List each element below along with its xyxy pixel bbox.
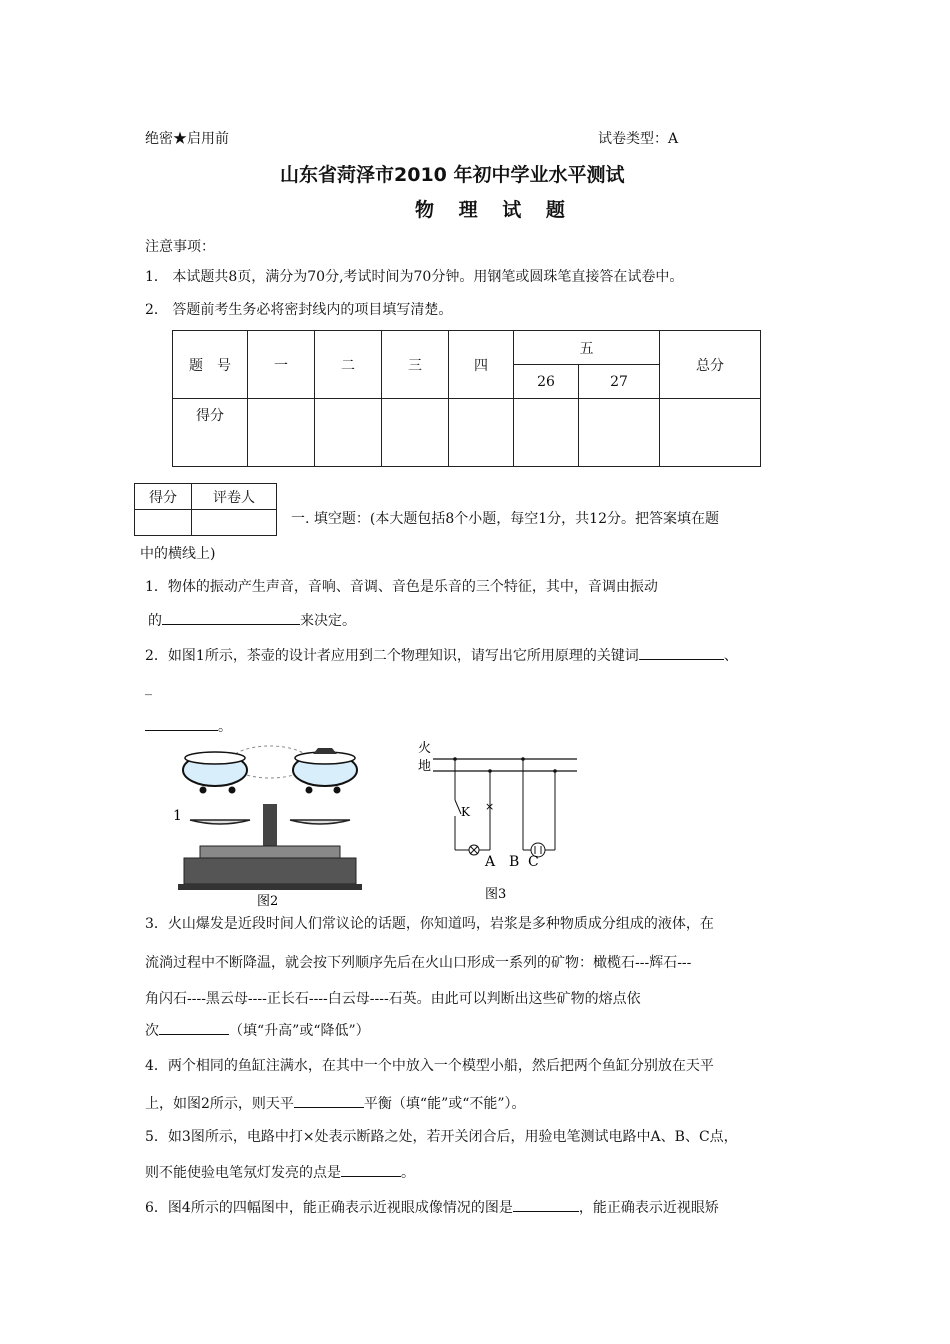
q4-answer-blank[interactable] <box>294 1093 364 1108</box>
q4-text-b: 平衡（填“能”或“不能”）。 <box>363 1096 526 1112</box>
page-title: 山东省菏泽市2010 年初中学业水平测试 <box>280 164 625 186</box>
score-table-col-5: 五 <box>514 331 660 365</box>
q2-text: 2．如图1所示，茶壶的设计者应用到二个物理知识，请写出它所用原理的关键词 <box>145 648 639 664</box>
q2-dash: _ <box>145 680 152 696</box>
figure-3-circuit <box>415 738 585 903</box>
fish-tank-left-rim <box>185 752 245 764</box>
ground-wire-label: 地 <box>418 759 432 774</box>
section-heading-cont: 中的横线上) <box>140 546 216 562</box>
score-table-col-1: 一 <box>248 331 315 399</box>
q2-answer-blank-2[interactable] <box>145 716 218 731</box>
score-cell[interactable] <box>315 399 382 467</box>
score-table-row-label: 题 号 <box>173 331 248 399</box>
model-boat-icon <box>313 748 337 754</box>
balance-foot <box>178 884 362 890</box>
q2-end: 。 <box>218 719 232 735</box>
q6-text-a: 6．图4所示的四幅图中，能正确表示近视眼成像情况的图是 <box>145 1200 513 1216</box>
grader-score-cell[interactable] <box>135 510 192 536</box>
q1-answer-blank[interactable] <box>162 610 300 625</box>
q5-text-b: 。 <box>401 1165 415 1181</box>
q4-text-a: 上，如图2所示，则天平 <box>145 1096 294 1112</box>
figure-2-balance <box>170 742 370 907</box>
grader-name-cell[interactable] <box>192 510 277 536</box>
figure-2-caption: 图2 <box>257 894 279 907</box>
balance-pan-right <box>290 820 350 824</box>
paper-type: 试卷类型：A <box>598 131 679 147</box>
q5-answer-blank[interactable] <box>341 1162 401 1177</box>
q5-text-a: 则不能使验电笔氖灯发亮的点是 <box>145 1165 341 1181</box>
notes-heading: 注意事项： <box>145 239 215 255</box>
balance-pan-left <box>190 820 250 824</box>
balance-beam <box>200 846 340 858</box>
live-wire-label: 火 <box>418 741 432 756</box>
score-cell[interactable] <box>514 399 579 467</box>
q3-text-b: （填“升高”或“降低”） <box>229 1023 370 1039</box>
q2-sep: 、 <box>723 648 738 664</box>
fig1-mark: 1 <box>173 808 182 824</box>
point-c: C <box>528 854 539 870</box>
grader-score-label: 得分 <box>135 484 192 510</box>
score-table-col-27: 27 <box>579 365 660 399</box>
point-b: B <box>509 854 520 870</box>
q5-line1: 5．如3图所示，电路中打×处表示断路之处，若开关闭合后，用验电笔测试电路中A、B、C点， <box>145 1129 738 1145</box>
score-table-col-4: 四 <box>449 331 514 399</box>
q3-line3: 角闪石----黑云母----正长石----白云母----石英。由此可以判断出这些矿物的熔点依 <box>145 991 641 1007</box>
point-a: A <box>485 854 496 870</box>
grader-name-label: 评卷人 <box>192 484 277 510</box>
q1-text-a: 的 <box>148 613 162 629</box>
q6-text-b: ，能正确表示近视眼矫 <box>578 1200 719 1216</box>
score-table-total: 总分 <box>660 331 761 399</box>
score-table-col-3: 三 <box>382 331 449 399</box>
q3-text-a: 次 <box>145 1023 159 1039</box>
confidential-mark: 绝密★启用前 <box>145 131 229 147</box>
q3-answer-blank[interactable] <box>159 1020 229 1035</box>
q1-line2 <box>148 610 356 630</box>
switch-label: K <box>461 805 470 819</box>
q2-answer-blank-1[interactable] <box>639 645 724 660</box>
q5-line2 <box>145 1162 415 1182</box>
grader-table <box>134 483 277 536</box>
q2-line3 <box>145 716 232 736</box>
q3-line1: 3．火山爆发是近段时间人们常议论的话题，你知道吗，岩浆是多种物质成分组成的液体，在 <box>145 916 714 932</box>
q3-line2: 流淌过程中不断降温，就会按下列顺序先后在火山口形成一系列的矿物：橄榄石---辉石--- <box>145 955 692 971</box>
note-item-1: 1． 本试题共8页，满分为70分,考试时间为70分钟。用钢笔或圆珠笔直接答在试卷中。 <box>145 269 684 285</box>
figure-3-caption: 图3 <box>485 887 507 902</box>
score-cell[interactable] <box>579 399 660 467</box>
q1-text-b: 来决定。 <box>300 613 356 629</box>
break-mark-icon: × <box>485 800 495 813</box>
balance-pillar <box>263 804 277 852</box>
q4-line1: 4．两个相同的鱼缸注满水，在其中一个中放入一个模型小船，然后把两个鱼缸分别放在天平 <box>145 1058 714 1074</box>
score-table <box>172 330 761 467</box>
score-table-col-26: 26 <box>514 365 579 399</box>
score-table-col-2: 二 <box>315 331 382 399</box>
note-item-2: 2． 答题前考生务必将密封线内的项目填写清楚。 <box>145 302 453 318</box>
q3-line4 <box>145 1020 370 1040</box>
page-subtitle: 物 理 试 题 <box>415 199 574 221</box>
score-cell[interactable] <box>449 399 514 467</box>
q2-line1 <box>145 645 738 665</box>
q6-answer-blank[interactable] <box>513 1197 579 1212</box>
score-cell[interactable] <box>660 399 761 467</box>
q1-line1: 1．物体的振动产生声音，音响、音调、音色是乐音的三个特征，其中，音调由振动 <box>145 579 658 595</box>
section-heading: 一. 填空题：(本大题包括8个小题，每空1分，共12分。把答案填在题 <box>291 511 719 527</box>
balance-base <box>184 858 356 884</box>
score-table-score-label: 得分 <box>173 399 248 467</box>
q4-line2 <box>145 1093 526 1113</box>
q6-line1 <box>145 1197 719 1217</box>
score-cell[interactable] <box>382 399 449 467</box>
score-cell[interactable] <box>248 399 315 467</box>
